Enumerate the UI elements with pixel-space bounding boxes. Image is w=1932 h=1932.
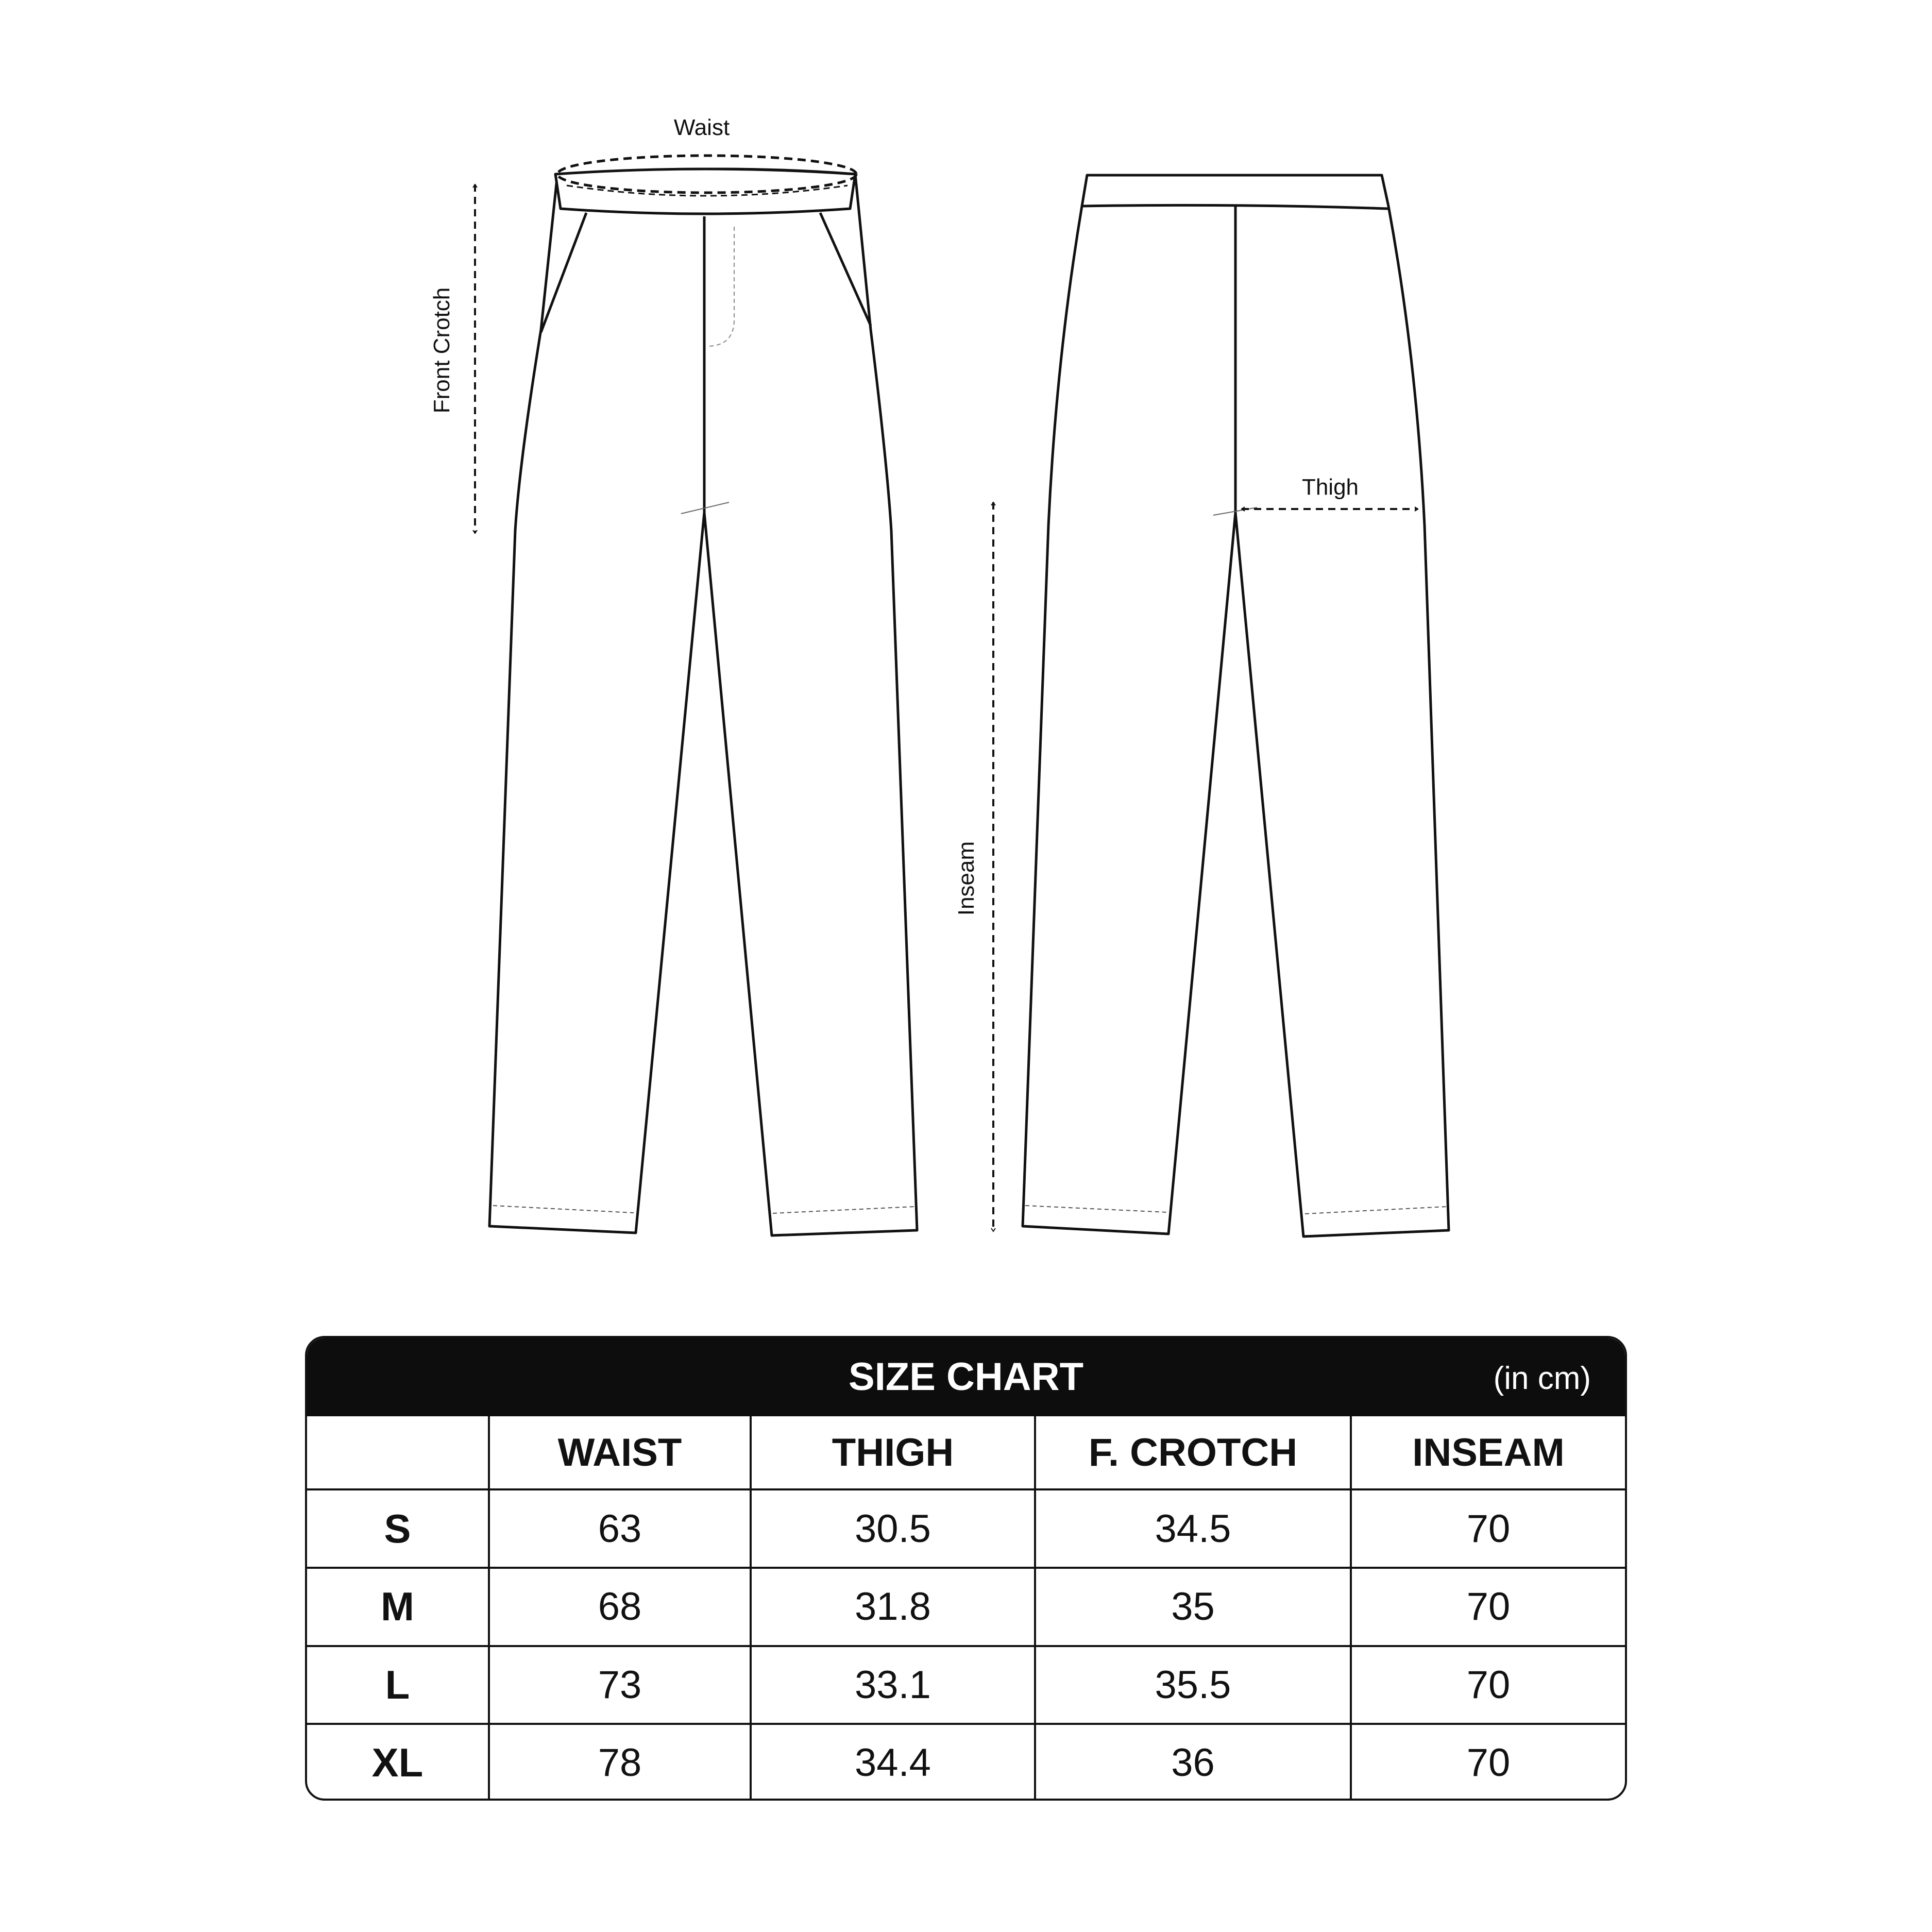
- thigh-cell: 34.4: [751, 1724, 1035, 1801]
- front-crotch-label: Front Crotch: [429, 287, 454, 414]
- inseam-cell: 70: [1351, 1568, 1625, 1646]
- waist-cell: 63: [489, 1489, 751, 1568]
- waist-cell: 73: [489, 1646, 751, 1724]
- front-crotch-cell: 35: [1035, 1568, 1351, 1646]
- inseam-cell: 70: [1351, 1646, 1625, 1724]
- size-chart-header: [307, 1338, 1625, 1416]
- table-row: [307, 1568, 1625, 1646]
- thigh-cell: 31.8: [751, 1568, 1035, 1646]
- thigh-label: Thigh: [1301, 474, 1359, 500]
- column-header-thigh: THIGH: [751, 1416, 1035, 1489]
- column-header-waist: WAIST: [489, 1416, 751, 1489]
- thigh-cell: 33.1: [751, 1646, 1035, 1724]
- table-header-row: [307, 1416, 1625, 1489]
- waist-cell: 68: [489, 1568, 751, 1646]
- front-crotch-cell: 36: [1035, 1724, 1351, 1801]
- waist-cell: 78: [489, 1724, 751, 1801]
- inseam-label: Inseam: [954, 841, 979, 916]
- size-cell: M: [307, 1568, 489, 1646]
- size-cell: S: [307, 1489, 489, 1568]
- thigh-cell: 30.5: [751, 1489, 1035, 1568]
- front-crotch-cell: 35.5: [1035, 1646, 1351, 1724]
- size-chart: [305, 1336, 1627, 1801]
- size-chart-unit: (in cm): [1493, 1361, 1591, 1396]
- inseam-cell: 70: [1351, 1489, 1625, 1568]
- waist-label: Waist: [673, 115, 730, 140]
- column-header-size: [307, 1416, 489, 1489]
- size-cell: XL: [307, 1724, 489, 1801]
- pants-front-view: [489, 169, 917, 1235]
- size-cell: L: [307, 1646, 489, 1724]
- table-row: [307, 1489, 1625, 1568]
- front-crotch-cell: 34.5: [1035, 1489, 1351, 1568]
- table-row: [307, 1724, 1625, 1801]
- table-row: [307, 1646, 1625, 1724]
- column-header-inseam: INSEAM: [1351, 1416, 1625, 1489]
- size-chart-table: [307, 1416, 1625, 1801]
- inseam-cell: 70: [1351, 1724, 1625, 1801]
- column-header-front-crotch: F. CROTCH: [1035, 1416, 1351, 1489]
- pants-back-view: [1023, 175, 1449, 1236]
- size-chart-title: SIZE CHART: [849, 1355, 1083, 1399]
